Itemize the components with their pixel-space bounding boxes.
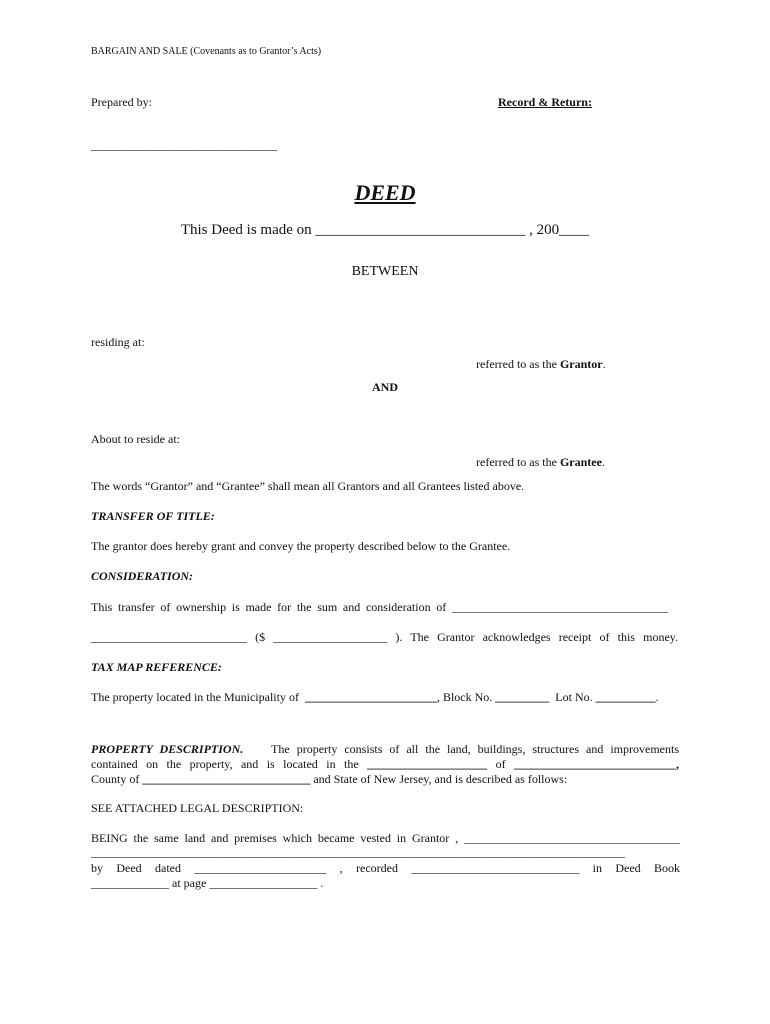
propdesc-municipality-blank: ___________________________, <box>514 757 680 771</box>
propdesc-text-2a: contained on the property, and is located in the <box>91 757 359 771</box>
propdesc-of: of <box>495 757 506 771</box>
lot-label: Lot No. <box>555 690 593 704</box>
about-to-reside-label: About to reside at: <box>91 432 180 446</box>
grantee-period: . <box>601 455 605 469</box>
consideration-line-2: __________________________ ($ ___________________ ). The Grantor acknowledges receipt of this money. <box>91 630 678 644</box>
see-attached-label: SEE ATTACHED LEGAL DESCRIPTION: <box>91 801 304 815</box>
block-label: , Block No. <box>436 690 493 704</box>
preparer-signature-line: _______________________________ <box>91 138 277 152</box>
grantor-prefix: referred to as the <box>476 357 557 371</box>
grantee-word: Grantee <box>559 455 602 469</box>
being-line-2: _________________________________________________________________________________________ <box>91 845 625 859</box>
propdesc-line-1 <box>91 742 679 757</box>
grantor-period: . <box>602 357 606 371</box>
grantor-word: Grantor <box>559 357 603 371</box>
consideration-heading: CONSIDERATION: <box>91 569 194 583</box>
propdesc-text-1: The property consists of all the land, buildings, structures and improvements <box>271 742 679 756</box>
taxmap-line <box>91 690 659 705</box>
record-return-label: Record & Return: <box>498 95 592 109</box>
transfer-heading: TRANSFER OF TITLE: <box>91 509 215 523</box>
words-definition: The words “Grantor” and “Grantee” shall mean all Grantors and all Grantees listed above. <box>91 479 525 493</box>
deed-date-line: This Deed is made on ____________________________ , 200____ <box>180 222 590 238</box>
consideration-line-1: This transfer of ownership is made for the sum and consideration of ____________________________________ <box>91 600 668 614</box>
state-text: and State of New Jersey, and is described as follows: <box>313 772 568 786</box>
residing-at-label: residing at: <box>91 335 145 349</box>
prepared-by-label: Prepared by: <box>91 95 152 109</box>
and-heading: AND <box>372 380 398 394</box>
propdesc-heading: PROPERTY DESCRIPTION. <box>91 742 244 756</box>
page-title: DEED <box>354 180 416 205</box>
taxmap-heading: TAX MAP REFERENCE: <box>91 660 222 674</box>
transfer-text: The grantor does hereby grant and convey the property described below to the Grantee. <box>91 539 511 553</box>
lot-blank: __________ <box>595 690 656 704</box>
taxmap-end: . <box>655 690 659 704</box>
propdesc-line-3 <box>91 772 567 787</box>
being-line-1: BEING the same land and premises which became vested in Grantor , ____________________________________ <box>91 831 680 845</box>
propdesc-location-blank: ____________________ <box>367 757 488 771</box>
between-heading: BETWEEN <box>351 264 419 279</box>
block-blank: _________ <box>495 690 550 704</box>
being-line-4: _____________ at page __________________ . <box>91 876 324 890</box>
document-header: BARGAIN AND SALE (Covenants as to Grantor’s Acts) <box>91 46 322 57</box>
county-label: County of <box>91 772 140 786</box>
propdesc-line-2 <box>91 757 679 772</box>
grantor-reference <box>476 357 606 372</box>
grantee-reference <box>476 455 605 470</box>
grantee-prefix: referred to as the <box>476 455 557 469</box>
municipality-blank: ______________________ <box>304 690 437 704</box>
taxmap-prefix: The property located in the Municipality of <box>91 690 299 704</box>
county-blank: ____________________________ <box>142 772 311 786</box>
being-line-3: by Deed dated ______________________ , recorded ____________________________ in Deed Book <box>91 861 680 875</box>
